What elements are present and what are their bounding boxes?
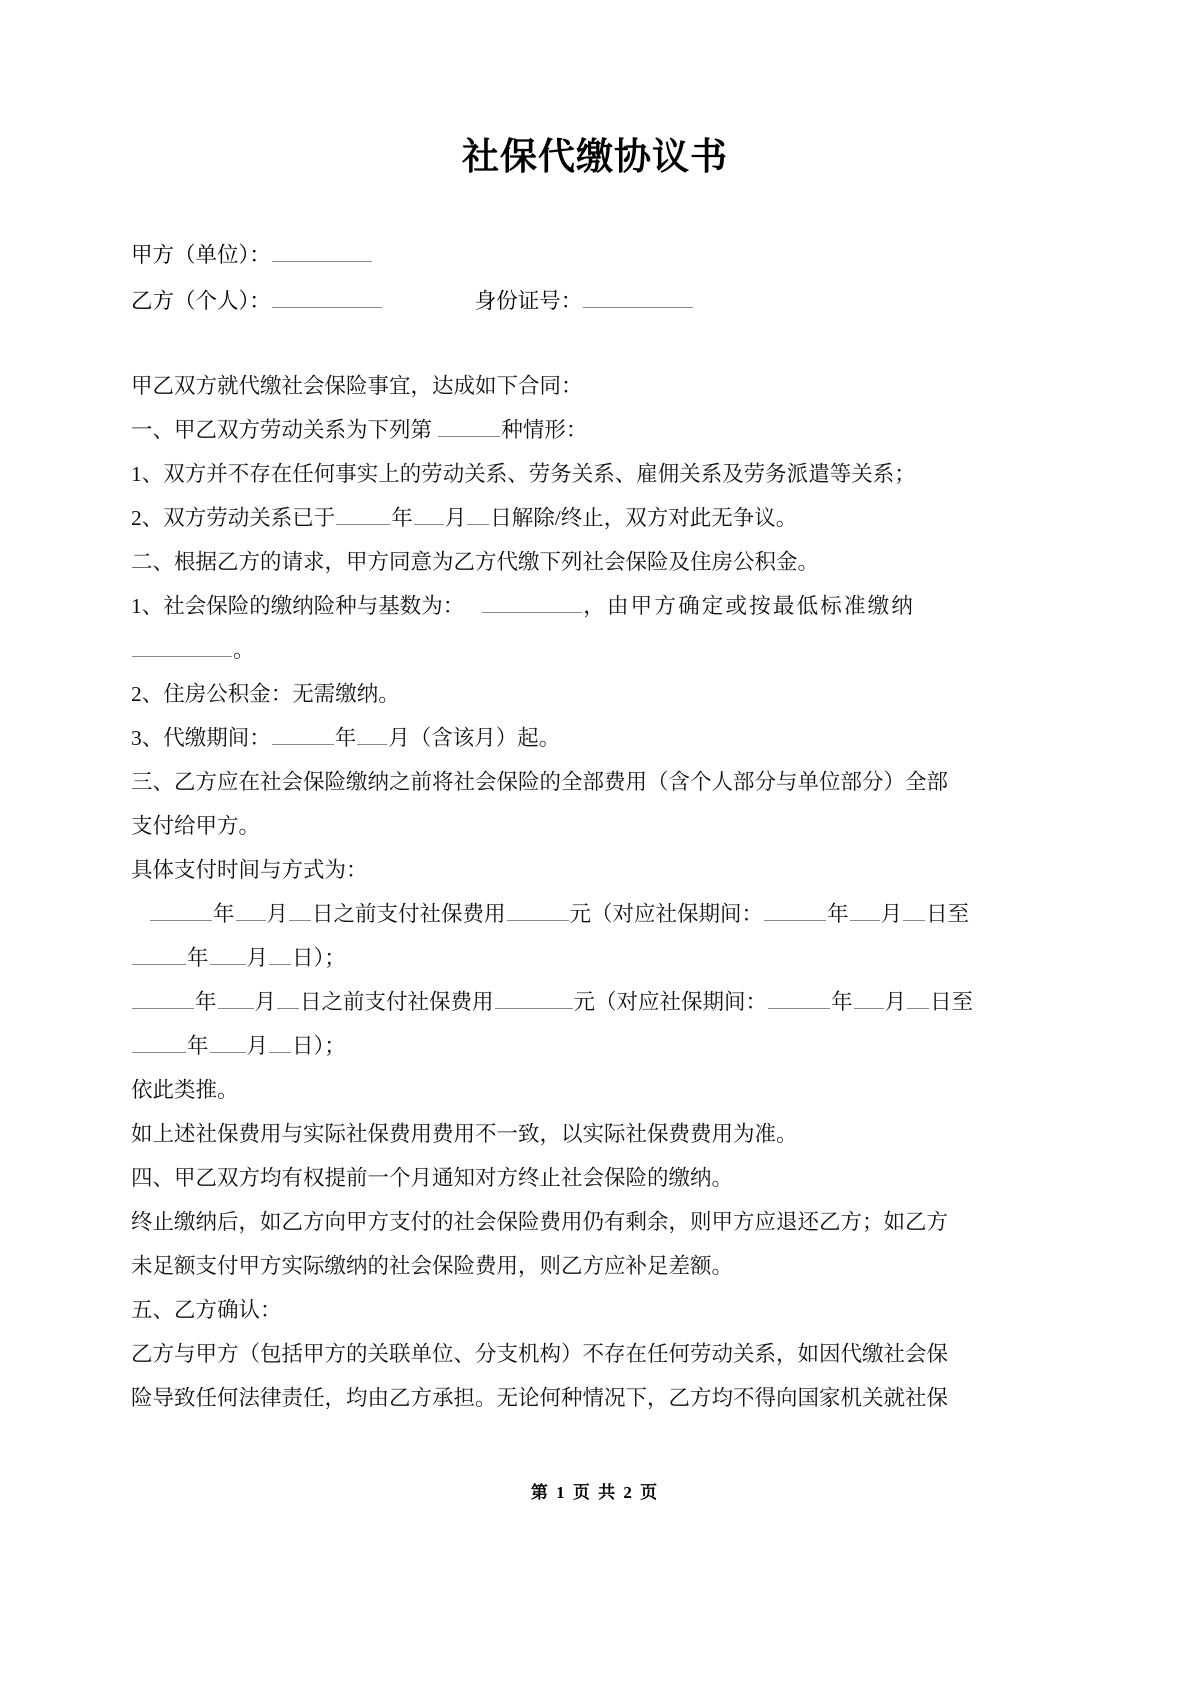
pay2-end-day: 日）； [292, 1034, 346, 1058]
pay1-period-day: 日至 [926, 902, 970, 926]
intro-line: 甲乙双方就代缴社会保险事宜，达成如下合同： [131, 374, 583, 398]
page-title: 社保代缴协议书 [462, 137, 728, 178]
pay1-period-start-month-blank[interactable] [850, 900, 880, 921]
pay2-end-month: 月 [246, 1034, 269, 1058]
section-1-heading-text-a: 一、甲乙双方劳动关系为下列第 [131, 418, 438, 442]
section-3-heading-cont: 支付给甲方。 [131, 814, 261, 838]
payment-entry-1-cont [131, 936, 999, 980]
s2-item1-text-b: ，由甲方确定或按最低标准缴纳 [583, 594, 916, 618]
pay2-year: 年 [195, 990, 217, 1014]
s1-item2-month: 月 [444, 506, 467, 530]
party-a-label: 甲方（单位）： [131, 243, 271, 267]
s1-item2-month-blank[interactable] [414, 504, 444, 525]
section-5-paragraph-line-2: 险导致任何法律责任，均由乙方承担。无论何种情况下，乙方均不得向国家机关就社保 [131, 1386, 949, 1410]
s2-item3-month-blank[interactable] [357, 724, 387, 745]
pay2-year-blank[interactable] [132, 988, 194, 1009]
section-2-heading: 二、根据乙方的请求，甲方同意为乙方代缴下列社会保险及住房公积金。 [131, 550, 820, 574]
s1-item2-text-d: 日解除/终止，双方对此无争议。 [490, 506, 798, 530]
section-2-item-1-cont [131, 628, 999, 672]
pay1-period-start-year-blank[interactable] [764, 900, 826, 921]
id-number-blank[interactable] [583, 287, 693, 308]
section-1-item-1: 1、双方并不存在任何事实上的劳动关系、劳务关系、雇佣关系及劳务派遣等关系； [131, 462, 916, 486]
pay2-period-start-day-blank[interactable] [907, 988, 929, 1009]
section-2-item-1 [131, 584, 999, 628]
pay2-day-blank[interactable] [277, 988, 299, 1009]
pay2-month-blank[interactable] [218, 988, 254, 1009]
party-b-blank[interactable] [272, 287, 382, 308]
s2-item1-text-c: 。 [233, 638, 255, 662]
section-3-heading: 三、乙方应在社会保险缴纳之前将社会保险的全部费用（含个人部分与单位部分）全部 [131, 770, 949, 794]
pay2-period-day: 日至 [930, 990, 974, 1014]
pay2-month: 月 [254, 990, 277, 1014]
pay1-end-month: 月 [246, 946, 269, 970]
section-1-item-2 [131, 496, 999, 540]
pay2-period-end-month-blank[interactable] [210, 1032, 246, 1053]
pay1-period-end-year-blank[interactable] [132, 944, 186, 965]
s1-item2-year: 年 [391, 506, 413, 530]
s1-item2-year-blank[interactable] [336, 504, 390, 525]
s2-item3-year-blank[interactable] [272, 724, 334, 745]
pay2-period-start-month-blank[interactable] [854, 988, 884, 1009]
pay1-day-text: 日之前支付社保费用 [312, 902, 506, 926]
pay2-period-end-day-blank[interactable] [269, 1032, 291, 1053]
section-1-heading-text-b: 种情形： [501, 418, 588, 442]
section-4-paragraph-line-1: 终止缴纳后，如乙方向甲方支付的社会保险费用仍有剩余，则甲方应退还乙方；如乙方 [131, 1210, 949, 1234]
pay1-month: 月 [266, 902, 289, 926]
pay2-period-year: 年 [831, 990, 853, 1014]
s2-item3-year: 年 [334, 726, 357, 750]
s2-item3-text-a: 3、代缴期间： [131, 726, 271, 750]
section-4-paragraph-line-2: 未足额支付甲方实际缴纳的社会保险费用，则乙方应补足差额。 [131, 1254, 734, 1278]
section-4-heading: 四、甲乙双方均有权提前一个月通知对方终止社会保险的缴纳。 [131, 1166, 734, 1190]
s1-item2-text-a: 2、双方劳动关系已于 [131, 506, 336, 530]
spacer [131, 324, 999, 364]
section-2-item-3 [131, 716, 999, 760]
etc-line: 依此类推。 [131, 1078, 239, 1102]
pay2-day-text: 日之前支付社保费用 [300, 990, 494, 1014]
pay2-period-end-year-blank[interactable] [132, 1032, 186, 1053]
payment-entry-1 [131, 892, 999, 936]
s2-item1-text-a: 1、社会保险的缴纳险种与基数为： [131, 594, 465, 618]
section-5-paragraph-line-1: 乙方与甲方（包括甲方的关联单位、分支机构）不存在任何劳动关系，如因代缴社会保 [131, 1342, 949, 1366]
party-a-row [131, 232, 999, 278]
s1-item2-day-blank[interactable] [467, 504, 489, 525]
pay1-period-start-day-blank[interactable] [903, 900, 925, 921]
pay2-amount-blank[interactable] [495, 988, 573, 1009]
pay2-period-start-year-blank[interactable] [768, 988, 830, 1009]
pay1-yuan: 元（对应社保期间： [569, 902, 764, 926]
pay1-period-month: 月 [880, 902, 903, 926]
pay1-year-blank[interactable] [150, 900, 212, 921]
payment-method-label: 具体支付时间与方式为： [131, 858, 368, 882]
section-2-item-2: 2、住房公积金：无需缴纳。 [131, 682, 400, 706]
s2-item1-standard-blank[interactable] [132, 636, 232, 657]
pay1-day-blank[interactable] [289, 900, 311, 921]
payment-entry-2 [131, 980, 999, 1024]
s2-item3-text-c: 月（含该月）起。 [388, 726, 561, 750]
pay1-end-day: 日）； [292, 946, 346, 970]
section-1-heading [131, 408, 999, 452]
pay1-amount-blank[interactable] [507, 900, 569, 921]
pay2-yuan: 元（对应社保期间： [573, 990, 768, 1014]
s2-item1-base-blank[interactable] [482, 592, 582, 613]
id-number-label: 身份证号： [474, 289, 583, 313]
document-body [131, 232, 999, 1420]
payment-entry-2-cont [131, 1024, 999, 1068]
pay2-period-month: 月 [884, 990, 907, 1014]
party-b-row [131, 278, 999, 324]
pay1-period-end-day-blank[interactable] [269, 944, 291, 965]
pay2-end-year: 年 [187, 1034, 209, 1058]
pay1-month-blank[interactable] [236, 900, 266, 921]
party-b-label: 乙方（个人）： [131, 289, 271, 313]
pay1-end-year: 年 [187, 946, 209, 970]
pay1-period-end-month-blank[interactable] [210, 944, 246, 965]
party-a-blank[interactable] [272, 241, 372, 262]
section-1-case-blank[interactable] [438, 416, 500, 437]
section-5-heading: 五、乙方确认： [131, 1298, 282, 1322]
pay1-year: 年 [213, 902, 235, 926]
discrepancy-line: 如上述社保费用与实际社保费用费用不一致，以实际社保费费用为准。 [131, 1122, 798, 1146]
pay1-period-year: 年 [827, 902, 849, 926]
page-footer: 第 1 页 共 2 页 [530, 1483, 660, 1502]
